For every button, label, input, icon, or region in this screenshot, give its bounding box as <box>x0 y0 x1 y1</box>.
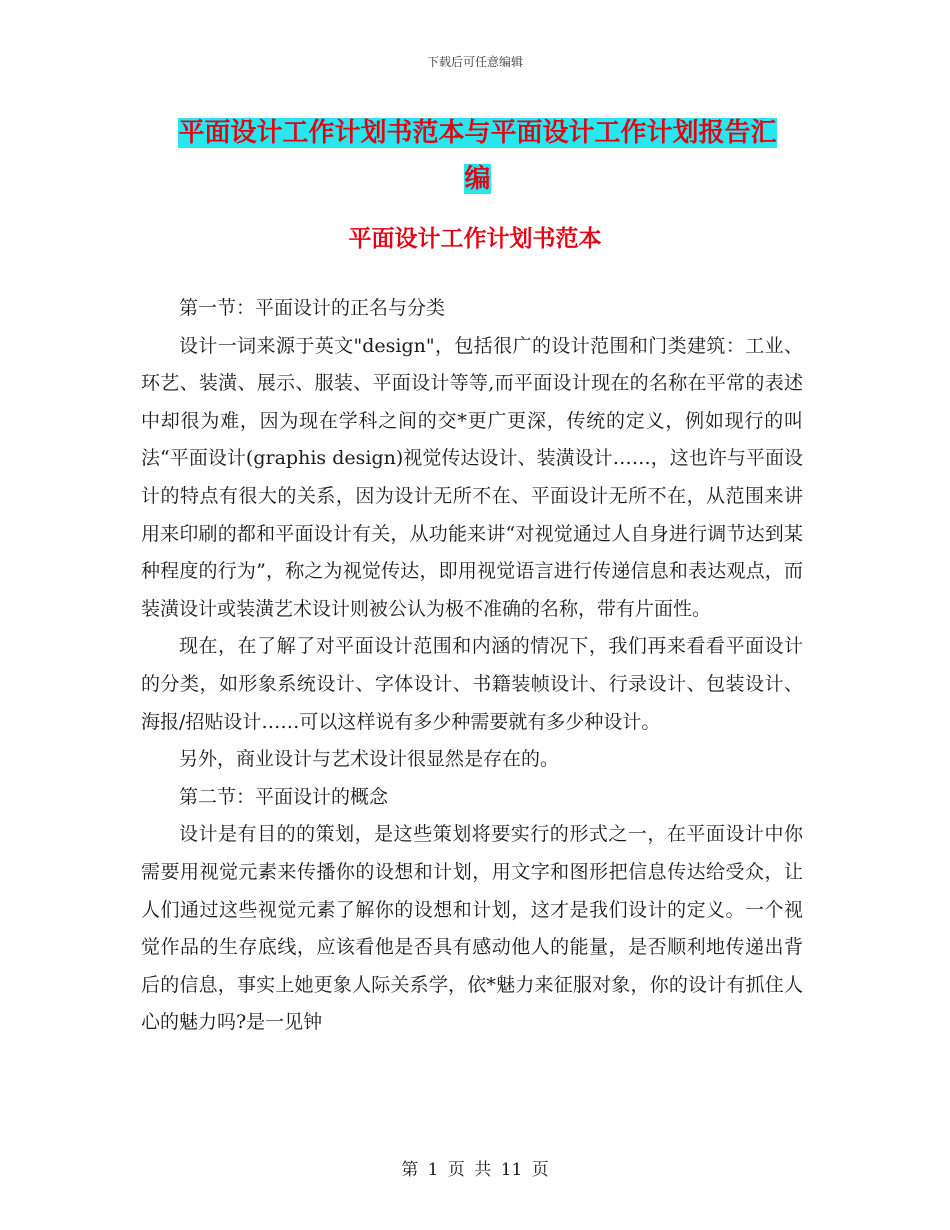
document-body <box>141 290 803 1042</box>
document-title-line2: 编 <box>464 164 491 194</box>
page-footer: 第 1 页 共 11 页 <box>401 1160 549 1180</box>
body-paragraph: 设计是有目的的策划，是这些策划将要实行的形式之一，在平面设计中你需要用视觉元素来传播你的设想和计划，用文字和图形把信息传达给受众，让人们通过这些视觉元素了解你的设想和计划，这才是我们设计的定义。一个视觉作品的生存底线，应该看他是否具有感动他人的能量，是否顺利地传递出背后的信息，事实上她更象人际关系学，依*魅力来征服对象，你的设计有抓住人心的魅力吗?是一见钟 <box>141 823 803 1034</box>
body-paragraph: 设计一词来源于英文"design"，包括很广的设计范围和门类建筑：工业、环艺、装潢、展示、服装、平面设计等等,而平面设计现在的名称在平常的表述中却很为难，因为现在学科之间的交*更广更深，传统的定义，例如现行的叫法“平面设计(graphis design)视觉传达设计、装潢设计……，这也许与平面设计的特点有很大的关系，因为设计无所不在、平面设计无所不在，从范围来讲用来印刷的都和平面设计有关，从功能来讲“对视觉通过人自身进行调节达到某种程度的行为”，称之为视觉传达，即用视觉语言进行传递信息和表达观点，而装潢设计或装潢艺术设计则被公认为极不准确的名称，带有片面性。 <box>141 334 803 620</box>
body-paragraph: 现在，在了解了对平面设计范围和内涵的情况下，我们再来看看平面设计的分类，如形象系统设计、字体设计、书籍装帧设计、行录设计、包装设计、海报/招贴设计……可以这样说有多少种需要就有多少种设计。 <box>141 635 803 733</box>
document-title <box>150 110 805 202</box>
section-heading-1: 第一节：平面设计的正名与分类 <box>179 297 446 319</box>
section-heading-2: 第二节：平面设计的概念 <box>179 785 389 808</box>
section-title: 平面设计工作计划书范本 <box>348 226 602 252</box>
body-paragraph: 另外，商业设计与艺术设计很显然是存在的。 <box>179 748 560 771</box>
header-note: 下载后可任意编辑 <box>426 55 523 69</box>
document-title-line1: 平面设计工作计划书范本与平面设计工作计划报告汇 <box>178 118 777 148</box>
